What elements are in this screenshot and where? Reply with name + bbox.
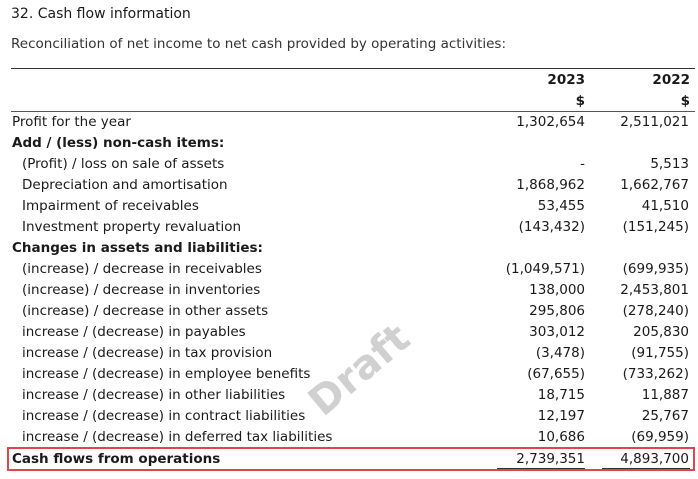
- row-label: Profit for the year: [12, 114, 131, 130]
- highlight-box: [7, 447, 695, 471]
- row-value-2022: 5,513: [650, 156, 689, 172]
- row-value-2023: 12,197: [537, 408, 585, 424]
- row-label: (increase) / decrease in other assets: [22, 303, 269, 319]
- row-label: increase / (decrease) in employee benefits: [22, 366, 311, 382]
- row-value-2022: 41,510: [641, 198, 689, 214]
- table-row: [0, 154, 698, 175]
- table-row: [0, 427, 698, 448]
- row-value-2023: 138,000: [529, 282, 585, 298]
- row-value-2023: 10,686: [537, 429, 585, 445]
- table-row: [0, 280, 698, 301]
- row-label: Changes in assets and liabilities:: [12, 240, 263, 256]
- cash-flow-table: [0, 112, 698, 448]
- section-heading: 32. Cash flow information: [11, 6, 191, 22]
- row-value-2023: 53,455: [537, 198, 585, 214]
- column-header-2022: 2022: [652, 72, 690, 88]
- row-label: Add / (less) non-cash items:: [12, 135, 225, 151]
- row-label: increase / (decrease) in other liabilities: [22, 387, 286, 403]
- table-row: [0, 364, 698, 385]
- table-row: [0, 217, 698, 238]
- row-value-2022: 1,662,767: [620, 177, 689, 193]
- row-value-2022: 2,511,021: [620, 114, 689, 130]
- table-section-header: [0, 238, 698, 259]
- row-label: increase / (decrease) in tax provision: [22, 345, 273, 361]
- row-value-2022: (91,755): [631, 345, 689, 361]
- row-value-2022: 205,830: [633, 324, 689, 340]
- table-row: [0, 406, 698, 427]
- row-label: (increase) / decrease in inventories: [22, 282, 261, 298]
- table-row: [0, 301, 698, 322]
- total-value-2023: 2,739,351: [516, 451, 585, 467]
- row-value-2023: 1,302,654: [516, 114, 585, 130]
- table-row: [0, 343, 698, 364]
- table-row: [0, 196, 698, 217]
- row-label: (Profit) / loss on sale of assets: [22, 156, 225, 172]
- row-label: Investment property revaluation: [22, 219, 242, 235]
- row-value-2023: (3,478): [535, 345, 585, 361]
- row-label: Depreciation and amortisation: [22, 177, 228, 193]
- row-value-2023: (1,049,571): [505, 261, 585, 277]
- table-row: [0, 259, 698, 280]
- top-divider: [11, 68, 695, 69]
- row-value-2022: 11,887: [641, 387, 689, 403]
- table-row: [0, 112, 698, 133]
- total-value-2022: 4,893,700: [620, 451, 689, 467]
- total-label: Cash flows from operations: [12, 451, 221, 467]
- row-value-2023: 295,806: [529, 303, 585, 319]
- row-label: (increase) / decrease in receivables: [22, 261, 262, 277]
- row-value-2023: 1,868,962: [516, 177, 585, 193]
- currency-header-2023: $: [575, 93, 585, 109]
- table-row: [0, 175, 698, 196]
- table-section-header: [0, 133, 698, 154]
- row-value-2023: (67,655): [527, 366, 585, 382]
- row-value-2022: (733,262): [622, 366, 689, 382]
- row-label: increase / (decrease) in contract liabilities: [22, 408, 306, 424]
- section-subtitle: Reconciliation of net income to net cash provided by operating activities:: [11, 36, 507, 52]
- draft-watermark: Draft: [300, 315, 419, 426]
- row-label: increase / (decrease) in deferred tax liabilities: [22, 429, 333, 445]
- row-value-2022: 2,453,801: [620, 282, 689, 298]
- row-value-2023: (143,432): [518, 219, 585, 235]
- table-row: [0, 322, 698, 343]
- row-value-2023: 18,715: [537, 387, 585, 403]
- row-value-2022: 25,767: [641, 408, 689, 424]
- row-value-2022: (69,959): [631, 429, 689, 445]
- row-value-2022: (151,245): [622, 219, 689, 235]
- row-label: increase / (decrease) in payables: [22, 324, 246, 340]
- currency-header-2022: $: [680, 93, 690, 109]
- row-label: Impairment of receivables: [22, 198, 199, 214]
- row-value-2022: (699,935): [622, 261, 689, 277]
- row-value-2023: -: [580, 156, 585, 172]
- row-value-2022: (278,240): [622, 303, 689, 319]
- column-header-2023: 2023: [547, 72, 585, 88]
- table-row: [0, 385, 698, 406]
- row-value-2023: 303,012: [529, 324, 585, 340]
